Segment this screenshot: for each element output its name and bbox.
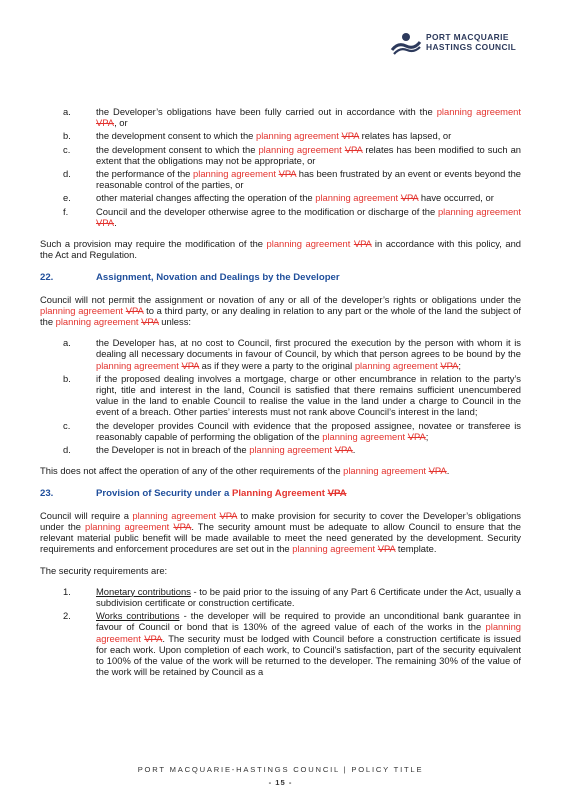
list-item: d. the Developer is not in breach of the planning agreement VPA. [63, 444, 356, 456]
list-item: e. other material changes affecting the operation of the planning agreement VPA have occurred, or [63, 192, 494, 204]
list-item: a. the Developer has, at no cost to Council, first procured the execution by the person with whom it is dealing all necessary documents in favour of Council, by which that person agrees to be bound by the planning agreement VPA as if they were a party to the original planning agreement VPA; [63, 337, 521, 371]
list-item: 2. Works contributions - the developer will be required to provide an unconditional bank guarantee in favour of Council or bond that is 130% of the agreed value of each of the works in the planning agreement VPA. The security must be lodged with Council before a construction certificate is issued for each work. Upon completion of each work, to Council’s satisfaction, part of the security equivalent to 100% of the value of the work will be returned to the developer. The remaining 30% of the value of the work will be retained by Council as a [63, 610, 521, 678]
council-logo [390, 30, 540, 56]
list-item: b. the development consent to which the planning agreement VPA relates has lapsed, or [63, 130, 452, 142]
security-requirements-list [40, 586, 521, 678]
paragraph: The security requirements are: [40, 564, 168, 576]
page-number: - 15 - [268, 778, 293, 787]
list-item: c. the developer provides Council with evidence that the proposed assignee, novatee or transferee is reasonably capable of performing the obligation of the planning agreement VPA; [63, 419, 521, 442]
paragraph: Such a provision may require the modification of the planning agreement VPA in accordance with this policy, and the Act and Regulation. [40, 238, 522, 261]
wave-logo-icon [390, 30, 422, 56]
section-heading-23: 23. Provision of Security under a Planning Agreement VPA [40, 488, 347, 500]
list-item: a. the Developer’s obligations have been fully carried out in accordance with the planning agreement VPA, or [63, 106, 522, 129]
list-item: d. the performance of the planning agreement VPA has been frustrated by an event or events beyond the reasonable control of the parties, or [63, 168, 521, 191]
list-item: c. the development consent to which the planning agreement VPA relates has been modified to such an extent that the obligations may not be appropriate, or [63, 143, 522, 166]
section-heading-22: 22. Assignment, Novation and Dealings by the Developer [40, 272, 340, 284]
paragraph: Council will not permit the assignment or novation of any or all of the developer’s rights or obligations under the planning agreement VPA to a third party, or any dealing in relation to any part or the whole of the land the subject of the planning agreement VPA unless: [40, 293, 522, 328]
paragraph: Council will require a planning agreement VPA to make provision for security to cover the Developer’s obligations under the planning agreement VPA. The security amount must be adequate to allow Council to ensure that the relevant material public benefit will be made available to meet the need generated by the development. Security requirements and enforcement procedures are set out in the planning agreement VPA template. [40, 509, 522, 555]
dealing-conditions-list [40, 337, 521, 455]
page-footer: PORT MACQUARIE-HASTINGS COUNCIL | POLICY TITLE [137, 765, 424, 774]
modification-conditions-list [40, 106, 521, 228]
document-body [40, 106, 521, 677]
list-item: 1. Monetary contributions - to be paid prior to the issuing of any Part 6 Certificate under the Act, usually a subdivision certificate or construction certificate. [63, 585, 521, 608]
logo-line-1: PORT MACQUARIE [426, 32, 509, 42]
list-item: f. Council and the developer otherwise agree to the modification or discharge of the planning agreement VPA. [63, 205, 521, 228]
logo-line-2: HASTINGS COUNCIL [426, 42, 517, 52]
paragraph: This does not affect the operation of any of the other requirements of the planning agreement VPA. [40, 465, 450, 477]
list-item: b. if the proposed dealing involves a mortgage, charge or other encumbrance in relation to the party’s right, title and interest in the land, Council is satisfied that there remains sufficient unencumbered value in the land to enable Council to realise the value in the land under a charge to Council in the event of a breach. Other parties’ interests must not rank above Council’s interest in the land; [63, 372, 521, 418]
